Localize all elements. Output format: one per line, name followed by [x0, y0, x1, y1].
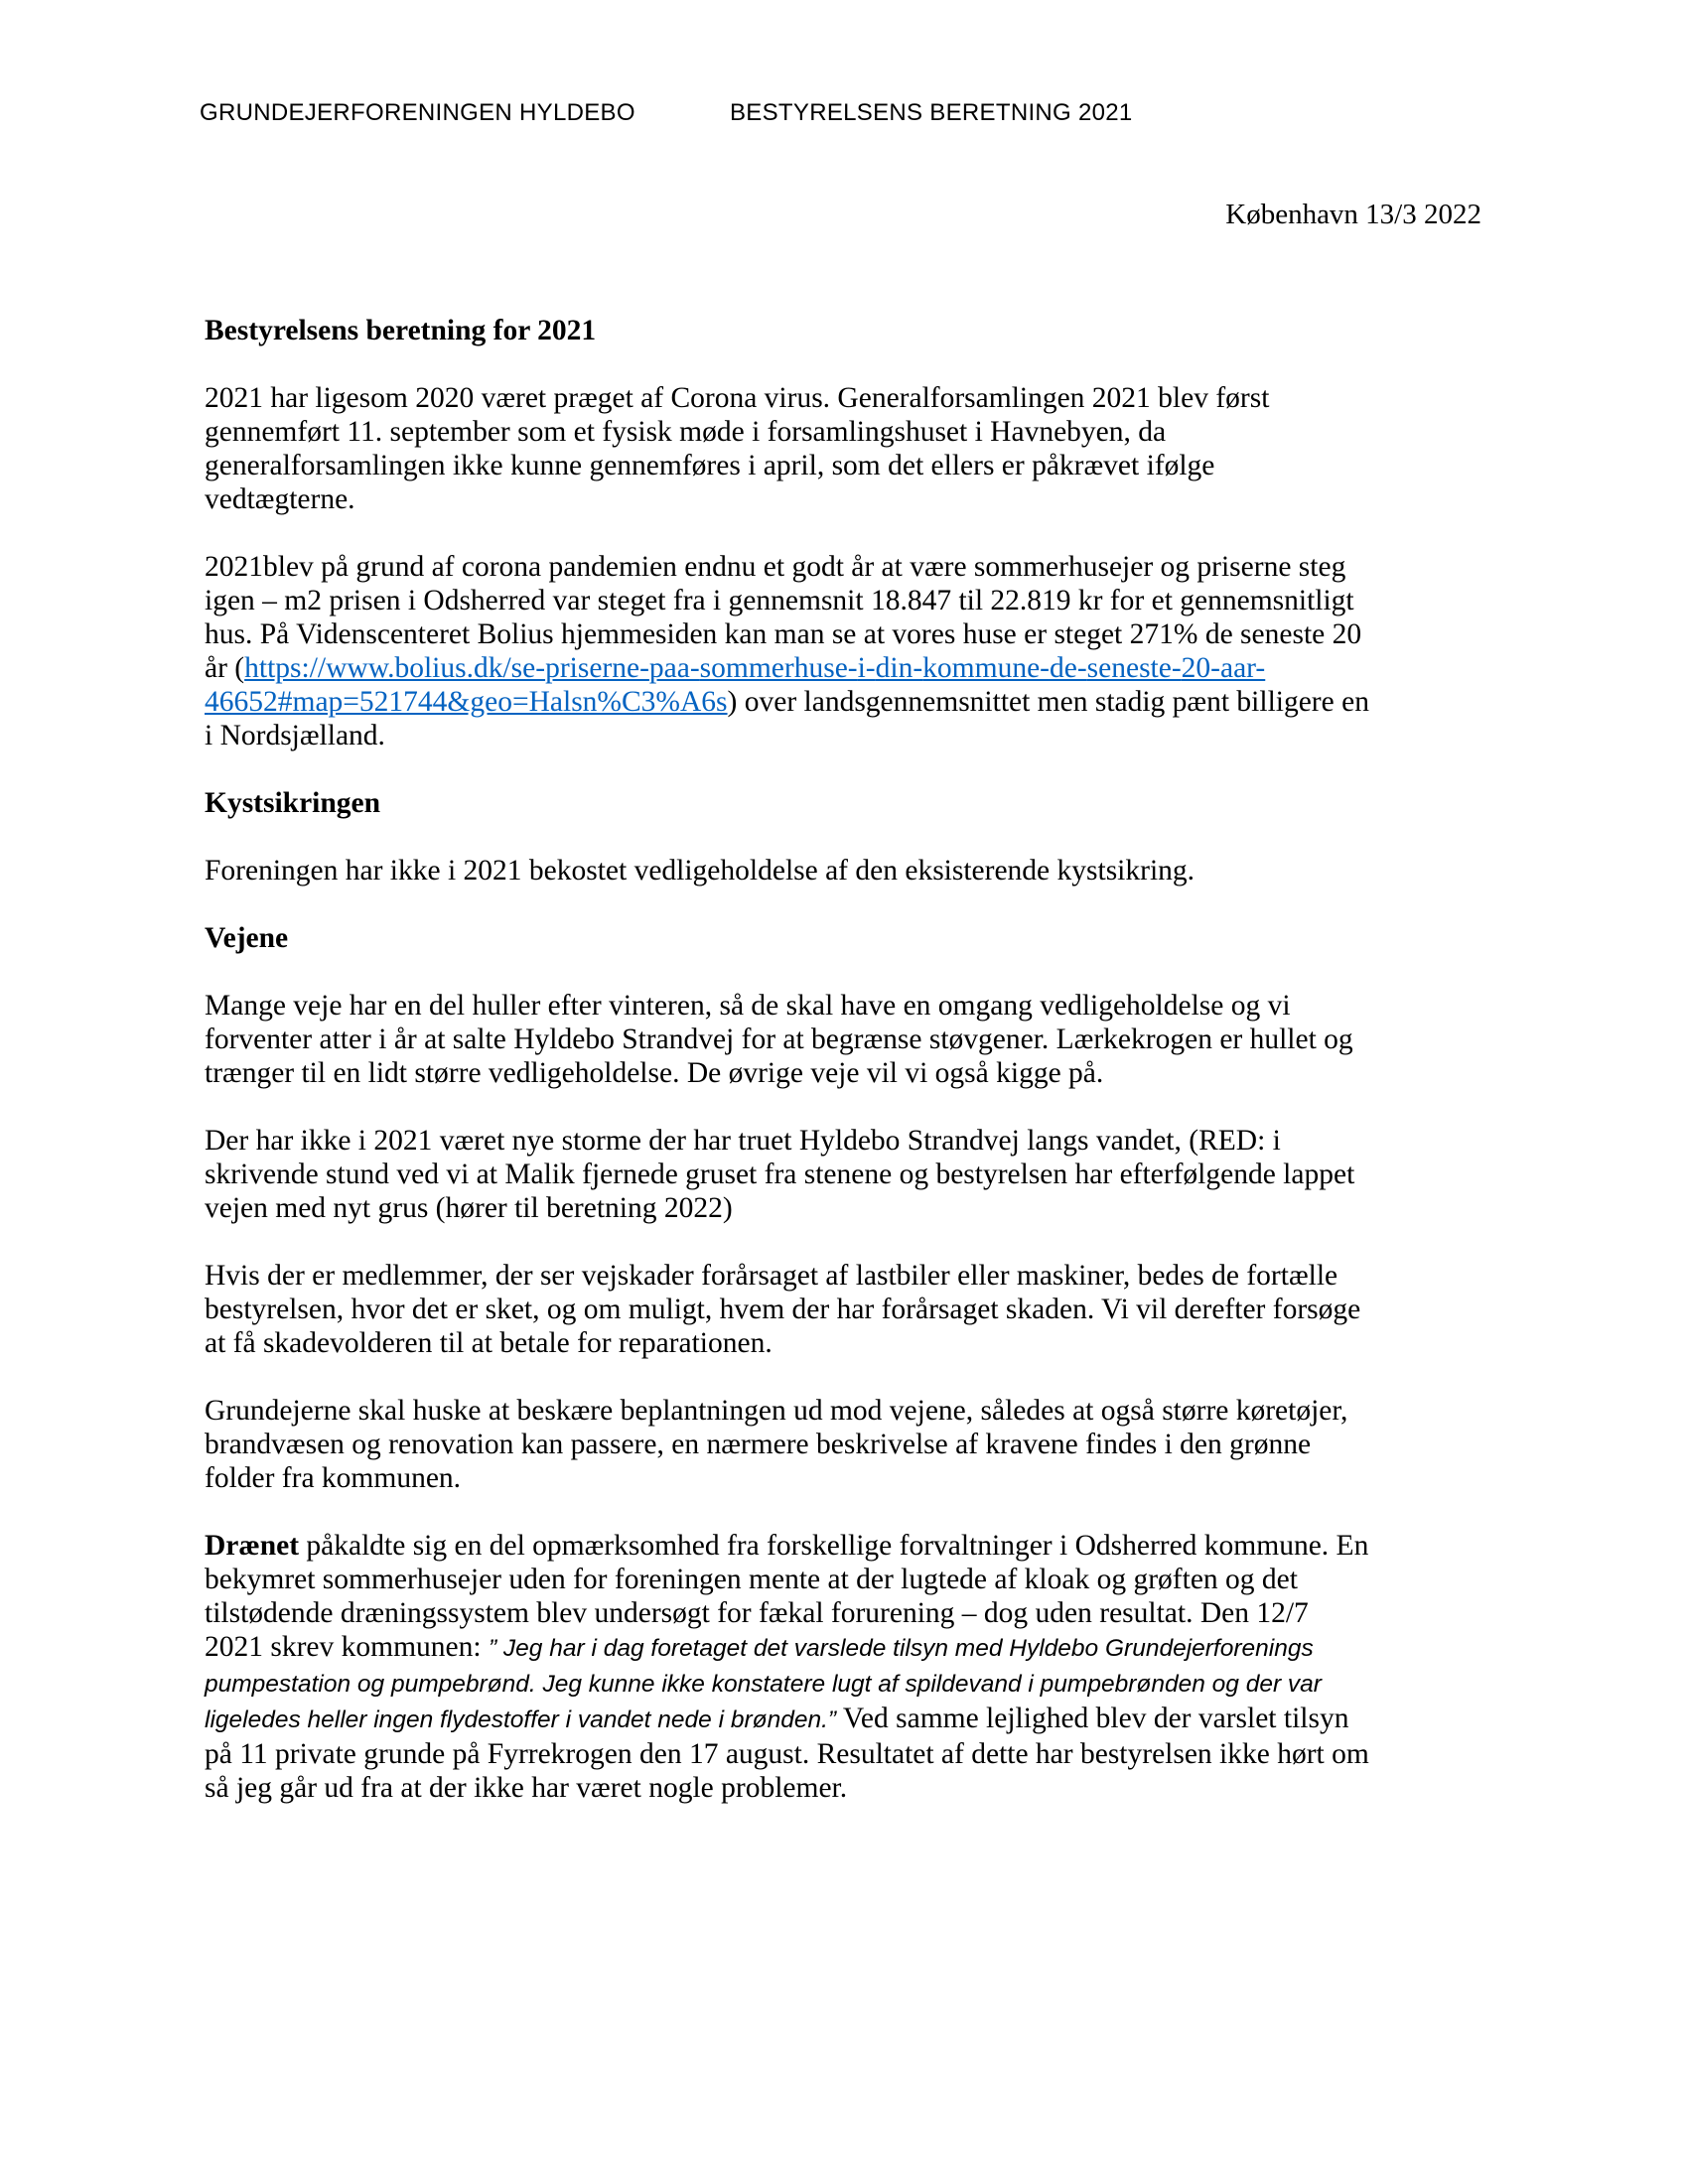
document-date: København 13/3 2022 [1225, 199, 1481, 230]
draen-paragraph [205, 1529, 1371, 1805]
intro-paragraph-2 [205, 550, 1371, 752]
intro-paragraph-1: 2021 har ligesom 2020 været præget af Corona virus. Generalforsamlingen 2021 blev først gennemført 11. september som et fysisk møde i forsamlingshuset i Havnebyen, da generalforsamlingen ikke kunne gennemføres i april, som det ellers er påkrævet ifølge vedtægterne. [205, 382, 1270, 515]
document-title: Bestyrelsens beretning for 2021 [205, 315, 597, 346]
intro-paragraph-2-text-after: ) over landsgennemsnittet men stadig pænt billigere en i Nordsjælland. [205, 686, 1369, 751]
kyst-paragraph: Foreningen har ikke i 2021 bekostet vedligeholdelse af den eksisterende kystsikring. [205, 855, 1196, 887]
header-report-title: BESTYRELSENS BERETNING 2021 [730, 99, 1133, 126]
municipality-quote: ” Jeg har i dag foretaget det varslede tilsyn med Hyldebo Grundejerforenings pumpestation og pumpebrønd. Jeg kunne ikke konstatere lugt af spildevand i pumpebrønden og der var ligeledes heller ingen flydestoffer i vandet nede i brønden.” [205, 1635, 1322, 1733]
bolius-link[interactable]: https://www.bolius.dk/se-priserne-paa-sommerhuse-i-din-kommune-de-seneste-20-aar-46652#map=521744&geo=Halsn%C3%A6s [205, 652, 1266, 718]
document-body [205, 314, 1371, 1805]
veje-paragraph-3: Hvis der er medlemmer, der ser vejskader forårsaget af lastbiler eller maskiner, bedes de fortælle bestyrelsen, hvor det er sket, og om muligt, hvem der har forårsaget skaden. Vi vil derefter forsøge at få skadevolderen til at betale for reparationen. [205, 1260, 1361, 1359]
section-heading-vejene: Vejene [205, 922, 289, 954]
section-heading-kystsikringen: Kystsikringen [205, 787, 381, 819]
intro-paragraph-2-text-before: 2021blev på grund af corona pandemien endnu et godt år at være sommerhusejer og priserne steg igen – m2 prisen i Odsherred var steget fra i gennemsnit 18.847 til 22.819 kr for et gennemsnitligt hus. På Videnscenteret Bolius hjemmesiden kan man se at vores huse er steget 271% de seneste 20 år ( [205, 551, 1362, 684]
veje-paragraph-4: Grundejerne skal huske at beskære beplantningen ud mod vejene, således at også større køretøjer, brandvæsen og renovation kan passere, en nærmere beskrivelse af kravene findes i den grønne folder fra kommunen. [205, 1395, 1348, 1494]
draen-bold-label: Drænet [205, 1530, 300, 1562]
draen-text-1: påkaldte sig en del opmærksomhed fra forskellige forvaltninger i Odsherred kommune. En bekymret sommerhusejer uden for foreningen mente at der lugtede af kloak og grøften og det tilstødende dræningssystem blev undersøgt for fækal forurening – dog uden resultat. Den 12/7 2021 skrev kommunen: [205, 1530, 1369, 1663]
draen-text-2: Ved samme lejlighed blev der varslet tilsyn på 11 private grunde på Fyrrekrogen den 17 august. Resultatet af dette har bestyrelsen ikke hørt om så jeg går ud fra at der ikke har været nogle problemer. [205, 1703, 1369, 1804]
veje-paragraph-1: Mange veje har en del huller efter vinteren, så de skal have en omgang vedligeholdelse og vi forventer atter i år at salte Hyldebo Strandvej for at begrænse støvgener. Lærkekrogen er hullet og trænger til en lidt større vedligeholdelse. De øvrige veje vil vi også kigge på. [205, 990, 1353, 1089]
header-organization: GRUNDEJERFORENINGEN HYLDEBO [200, 99, 635, 126]
veje-paragraph-2: Der har ikke i 2021 været nye storme der har truet Hyldebo Strandvej langs vandet, (RED: i skrivende stund ved vi at Malik fjernede gruset fra stenene og bestyrelsen har efterfølgende lappet vejen med nyt grus (hører til beretning 2022) [205, 1125, 1355, 1224]
